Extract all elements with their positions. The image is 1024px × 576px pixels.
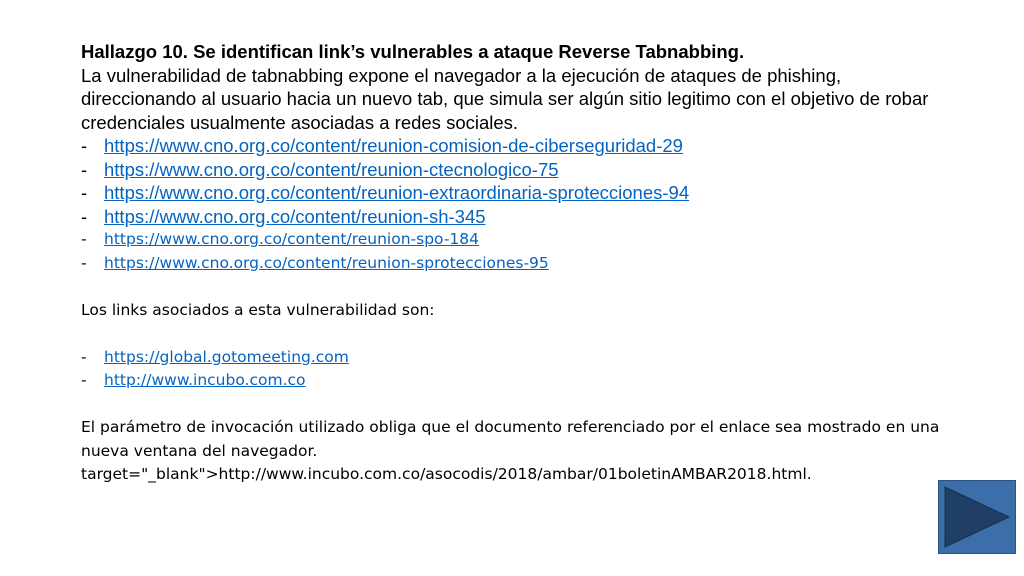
list-item: - http://www.incubo.com.co [81, 371, 306, 389]
finding-description: La vulnerabilidad de tabnabbing expone el navegador a la ejecución de ataques de phishing, direccionando al usuario hacia un nuevo tab, que simula ser algún sitio legitimo con el objetivo de robar credenciales usualmente asociadas a redes sociales. [81, 64, 929, 133]
vulnerable-link[interactable]: https://www.cno.org.co/content/reunion-sprotecciones-95 [104, 253, 549, 272]
parameter-description: El parámetro de invocación utilizado obliga que el documento referenciado por el enlace sea mostrado en una nueva ventana del navegador. [81, 418, 940, 460]
list-item: - https://www.cno.org.co/content/reunion-sh-345 [81, 205, 486, 227]
slide-content [81, 40, 961, 487]
associated-links-list [81, 346, 961, 393]
vulnerable-link[interactable]: https://www.cno.org.co/content/reunion-ctecnologico-75 [104, 158, 559, 180]
vulnerable-link[interactable]: https://www.cno.org.co/content/reunion-extraordinaria-sprotecciones-94 [104, 182, 690, 203]
vulnerable-link[interactable]: https://www.cno.org.co/content/reunion-sh-345 [104, 205, 486, 227]
list-item: - https://www.cno.org.co/content/reunion-ctecnologico-75 [81, 158, 559, 180]
vulnerable-link[interactable]: https://www.cno.org.co/content/reunion-comision-de-ciberseguridad-29 [104, 135, 683, 156]
list-item: - https://global.gotomeeting.com [81, 347, 349, 366]
associated-link[interactable]: https://global.gotomeeting.com [104, 347, 349, 366]
vulnerable-link[interactable]: https://www.cno.org.co/content/reunion-spo-184 [104, 230, 480, 248]
next-slide-button[interactable] [938, 480, 1016, 554]
list-item: - https://www.cno.org.co/content/reunion-extraordinaria-sprotecciones-94 [81, 182, 690, 203]
associated-heading: Los links asociados a esta vulnerabilidad son: [81, 300, 435, 319]
list-item: - https://www.cno.org.co/content/reunion-sprotecciones-95 [81, 253, 549, 272]
list-item: - https://www.cno.org.co/content/reunion-spo-184 [81, 230, 480, 248]
finding-title: Hallazgo 10. Se identifican link’s vulnerables a ataque Reverse Tabnabbing. [81, 41, 745, 62]
list-item: - https://www.cno.org.co/content/reunion-comision-de-ciberseguridad-29 [81, 135, 683, 156]
vulnerable-links-list [81, 134, 961, 228]
play-next-icon [939, 481, 1015, 553]
associated-link[interactable]: http://www.incubo.com.co [104, 371, 306, 389]
parameter-code: target="_blank">http://www.incubo.com.co/asocodis/2018/ambar/01boletinAMBAR2018.html. [81, 465, 812, 483]
vulnerable-links-list-secondary [81, 228, 961, 275]
